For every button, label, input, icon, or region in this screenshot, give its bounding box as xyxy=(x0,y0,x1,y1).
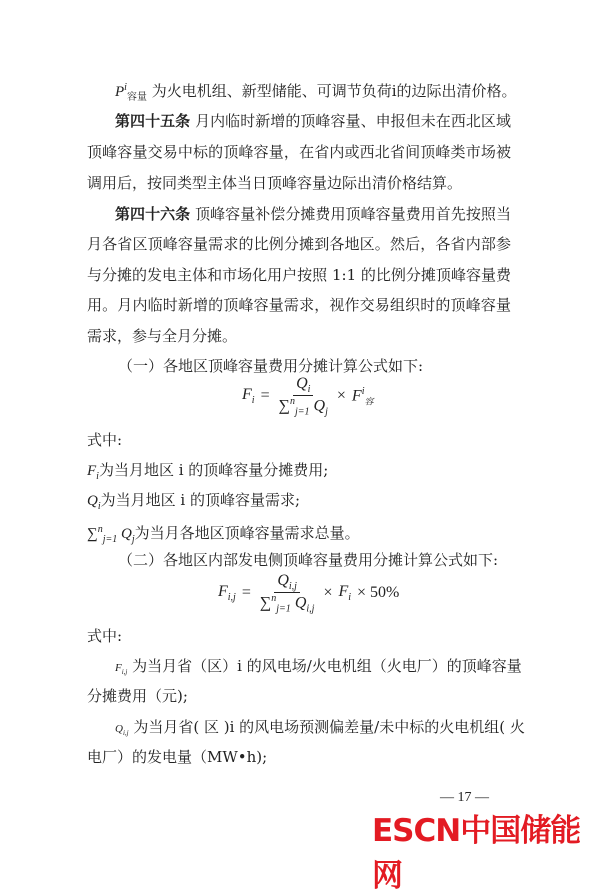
def-qi xyxy=(87,490,511,517)
sub: 容量 xyxy=(126,92,147,103)
sym: $F_{i,j}$ xyxy=(115,662,128,677)
lhs xyxy=(218,583,236,603)
percent: × 50% xyxy=(357,584,400,602)
q: Q xyxy=(294,594,307,612)
q: Q xyxy=(313,397,326,415)
sub: i,j xyxy=(288,581,297,593)
where-label-1: 式中: xyxy=(87,431,123,449)
article-46-line2: 月各省区顶峰容量需求的比例分摊到各地区。然后，各省内部参 xyxy=(87,235,511,253)
escn-watermark-logo: ESCN中国储能网 xyxy=(372,813,581,894)
article-46-line1 xyxy=(115,204,511,224)
where-label-2: 式中: xyxy=(87,627,123,645)
article-46-title: 第四十六条 xyxy=(115,205,191,223)
article-45-title: 第四十五条 xyxy=(115,112,191,130)
lhs xyxy=(242,386,255,406)
f: F xyxy=(218,583,228,601)
denominator xyxy=(276,396,331,418)
q: Q xyxy=(277,572,289,589)
text: 为当月地区 i 的顶峰容量分摊费用; xyxy=(98,461,329,479)
numerator xyxy=(293,375,313,396)
sym: $Q_i$ xyxy=(87,493,101,512)
sym: $F_i$ xyxy=(87,463,99,482)
def-qij-line2: 电厂）的发电量（MW•h); xyxy=(87,748,268,766)
sub: i,j xyxy=(227,592,236,604)
f-i xyxy=(338,583,351,603)
sub: j xyxy=(325,406,328,418)
times: × xyxy=(323,584,333,602)
section-2-heading: （二）各地区内部发电侧顶峰容量费用分摊计算公式如下: xyxy=(118,551,499,569)
def-fij-line2: 分摊费用（元); xyxy=(87,687,188,705)
f-cap xyxy=(352,386,374,408)
article-46-line4: 用。月内临时新增的顶峰容量需求，视作交易组织时的顶峰容量 xyxy=(87,296,511,314)
f: F xyxy=(351,386,362,404)
sum: ∑ xyxy=(278,397,290,415)
equals: = xyxy=(260,387,270,405)
sup: n xyxy=(271,593,277,605)
denominator xyxy=(257,593,318,615)
text: 为当月省( 区 )i 的风电场预测偏差量/未中标的火电机组( 火 xyxy=(133,718,525,736)
price-definition xyxy=(115,78,517,108)
article-46-line5: 需求，参与全月分摊。 xyxy=(87,327,238,345)
text: 为当月各地区顶峰容量需求总量。 xyxy=(134,524,360,542)
sub: j=1 xyxy=(295,406,310,418)
sub: 容 xyxy=(364,396,374,407)
equals: = xyxy=(241,584,251,602)
sub: j=1 xyxy=(276,603,291,615)
article-45-line1 xyxy=(115,111,511,131)
text: 为当月地区 i 的顶峰容量需求; xyxy=(100,491,301,509)
sym: $Q_{i,j}$ xyxy=(115,723,129,738)
fraction xyxy=(276,375,331,418)
f: F xyxy=(242,386,252,404)
sum: ∑ xyxy=(259,594,272,612)
def-qij-line1 xyxy=(115,717,525,743)
fraction xyxy=(257,572,318,615)
formula-1 xyxy=(242,375,373,418)
numerator xyxy=(274,572,300,593)
sup: i xyxy=(124,82,127,93)
text: 顶峰容量补偿分摊费用顶峰容量费用首先按照当 xyxy=(195,205,511,223)
article-45-line3: 调用后，按同类型主体当日顶峰容量边际出清价格结算。 xyxy=(87,174,463,192)
text: 为火电机组、新型储能、可调节负荷i的边际出清价格。 xyxy=(151,82,517,100)
sub: i xyxy=(307,384,311,396)
article-46-line3: 与分摊的发电主体和市场化用户按照 1:1 的比例分摊顶峰容量费 xyxy=(87,266,511,284)
f: F xyxy=(338,583,349,601)
formula-2 xyxy=(218,572,399,615)
times: × xyxy=(336,387,346,405)
def-sum xyxy=(87,520,511,550)
sup: n xyxy=(290,396,295,408)
article-45-line2: 顶峰容量交易中标的顶峰容量，在省内或西北省间顶峰类市场被 xyxy=(87,143,511,161)
sup: i xyxy=(361,385,365,397)
def-fi xyxy=(87,460,511,487)
sym: ∑$^n_{j=1}$ $Q_j$ xyxy=(87,524,135,545)
text: 为当月省（区）i 的风电场/火电机组（火电厂）的顶峰容量 xyxy=(132,657,522,675)
symbol-p: P xyxy=(115,84,125,100)
def-fij-line1 xyxy=(115,656,522,682)
page-number: — 17 — xyxy=(440,790,489,805)
q: Q xyxy=(296,375,308,392)
sub: i xyxy=(251,395,255,407)
section-1-heading: （一）各地区顶峰容量费用分摊计算公式如下: xyxy=(118,357,424,375)
text: 月内临时新增的顶峰容量、申报但未在西北区域 xyxy=(195,112,511,130)
sub: i,j xyxy=(306,603,315,615)
sub: i xyxy=(348,592,352,604)
